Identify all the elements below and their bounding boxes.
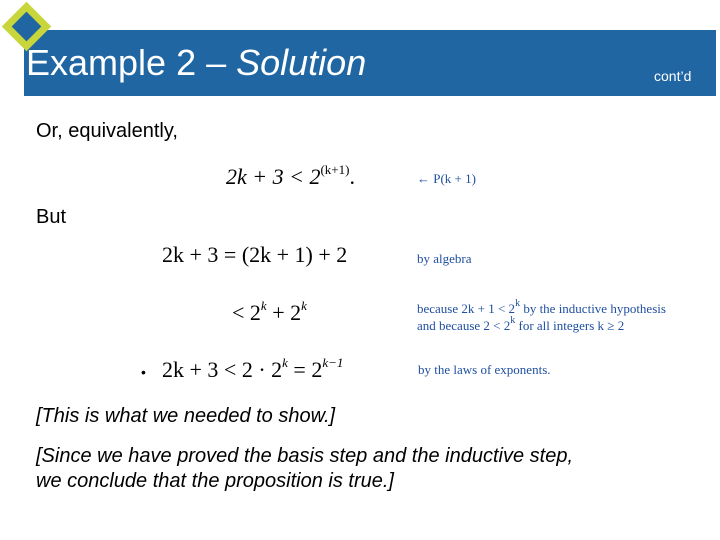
contd-label: cont’d (654, 68, 692, 84)
slide-title (26, 42, 366, 84)
bullet-point: • (141, 364, 146, 380)
closing-line-1: [This is what we needed to show.] (36, 405, 336, 427)
equation-2: 2k + 3 = (2k + 1) + 2 (162, 242, 348, 267)
equation-1: $2k + 3 < 2^{(k+1)}$. (226, 162, 355, 189)
equation-3: < $2^k + 2^k$ (232, 298, 307, 325)
note-inductive-hypothesis: because $2k + 1 < 2^k$ by the inductive hypothesis (417, 298, 666, 316)
title-main: Example 2 – (26, 42, 237, 83)
equation-4: $2k + 3 < 2 \cdot 2^k = 2^{k-1}$ (162, 355, 344, 382)
note-laws-of-exponents: by the laws of exponents. (418, 362, 551, 377)
title-italic: Solution (236, 42, 367, 83)
closing-line-2: [Since we have proved the basis step and the inductive step, (36, 445, 574, 467)
or-text: Or, equivalently, (36, 120, 178, 142)
note-pk1: ← P(k + 1) (417, 171, 476, 186)
note-by-algebra: by algebra (417, 251, 472, 266)
note-all-integers: and because $2 < 2^k$ for all integers k ≥ 2 (417, 315, 625, 333)
closing-line-3: we conclude that the proposition is true.] (36, 470, 394, 492)
but-text: But (36, 206, 67, 228)
